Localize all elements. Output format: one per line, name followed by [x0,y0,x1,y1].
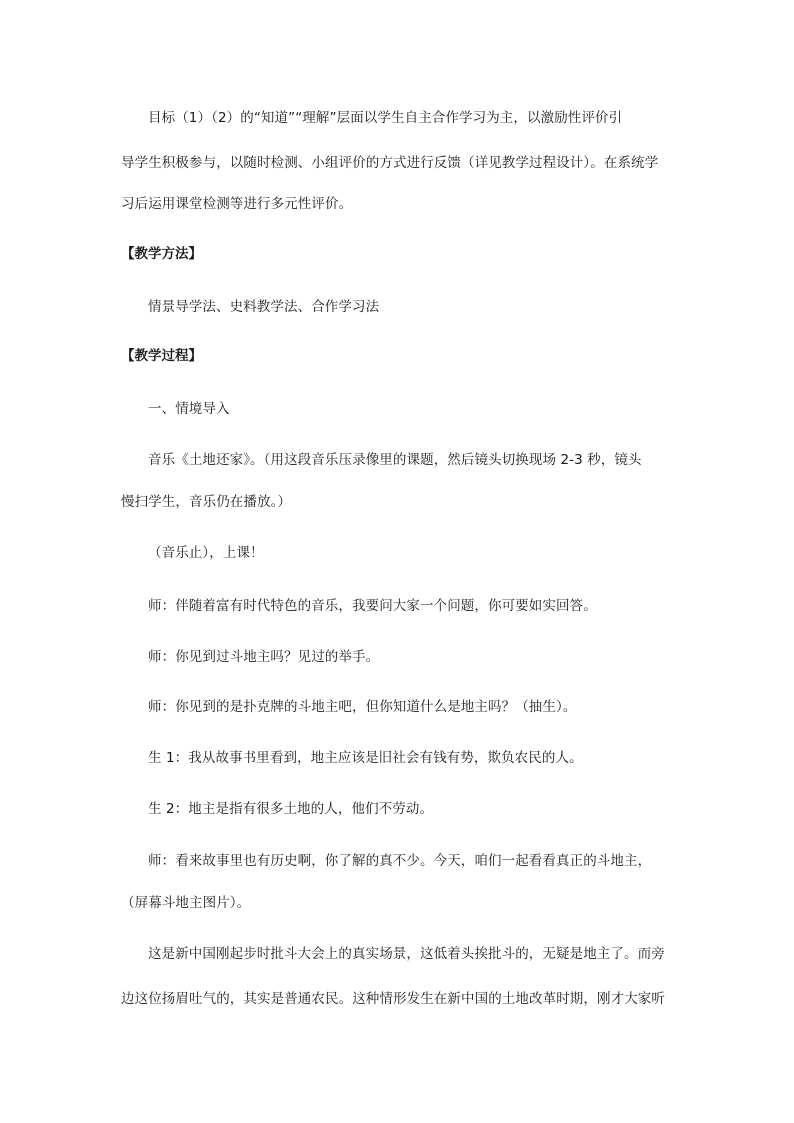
dialogue-line-4: 生 1：我从故事书里看到，地主应该是旧社会有钱有势，欺负农民的人。 [148,750,583,766]
scene-paragraph-line-1: 这是新中国刚起步时批斗大会上的真实场景，这低着头挨批斗的，无疑是地主了。而旁 [148,946,665,962]
dialogue-line-5: 生 2：地主是指有很多土地的人，他们不劳动。 [148,801,434,817]
heading-teaching-process: 【教学过程】 [121,348,202,364]
eval-paragraph-line-3: 习后运用课堂检测等进行多元性评价。 [121,196,353,212]
scene-paragraph-line-2: 边这位扬眉吐气的，其实是普通农民。这种情形发生在新中国的土地改革时期，刚才大家听 [121,991,665,1007]
dialogue-line-3: 师：你见到的是扑克牌的斗地主吧，但你知道什么是地主吗？（抽生）。 [148,699,577,715]
eval-paragraph-line-1: 目标（1）（2）的“知道”“理解”层面以学生自主合作学习为主，以激励性评价引 [148,110,623,126]
teacher-paragraph-line-2: （屏幕斗地主图片）。 [121,895,251,911]
teacher-paragraph-line-1: 师：看来故事里也有历史啊，你了解的真不少。今天，咱们一起看看真正的斗地主， [148,853,652,869]
music-paragraph-line-2: 慢扫学生，音乐仍在播放。） [121,494,292,510]
section-intro-title: 一、情境导入 [148,401,230,417]
music-stop-line: （音乐止），上课！ [148,545,264,561]
teaching-methods-text: 情景导学法、史料教学法、合作学习法 [148,299,380,315]
dialogue-line-2: 师：你见到过斗地主吗？见过的举手。 [148,649,380,665]
eval-paragraph-line-2: 导学生积极参与，以随时检测、小组评价的方式进行反馈（详见教学过程设计）。在系统学 [121,155,659,171]
heading-teaching-methods: 【教学方法】 [121,246,202,262]
music-paragraph-line-1: 音乐《土地还家》。（用这段音乐压录像里的课题，然后镜头切换现场 2-3 秒，镜头 [148,452,642,468]
dialogue-line-1: 师：伴随着富有时代特色的音乐，我要问大家一个问题，你可要如实回答。 [148,598,597,614]
